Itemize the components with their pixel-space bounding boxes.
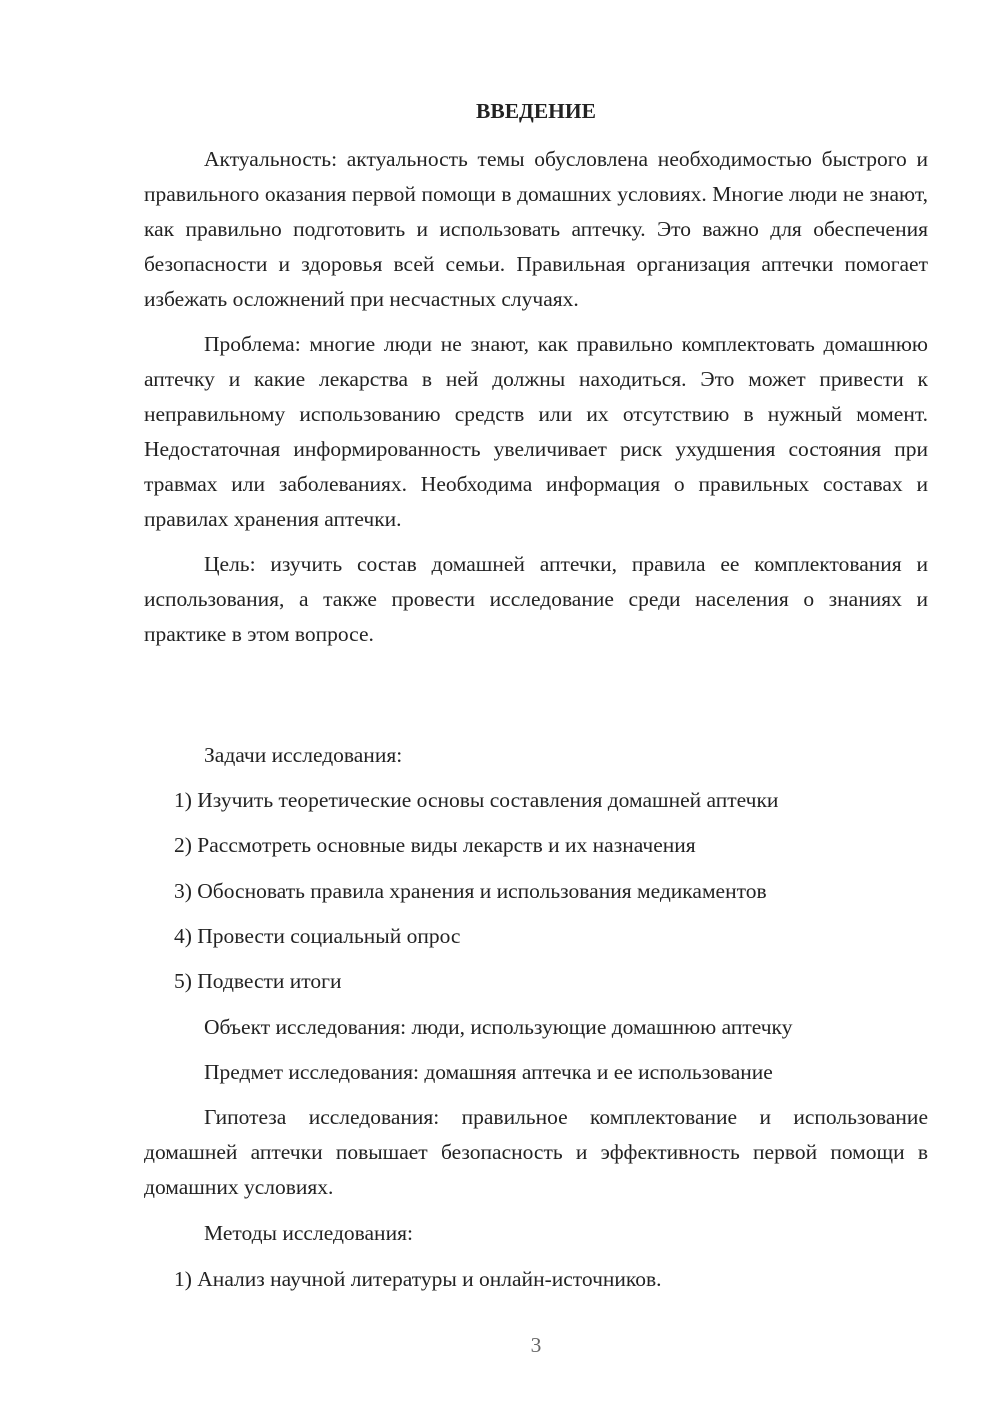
task-item: 1) Изучить теоретические основы составления домашней аптечки <box>174 788 779 812</box>
task-item: 5) Подвести итоги <box>174 969 342 993</box>
page-number: 3 <box>530 1333 542 1357</box>
task-item: 4) Провести социальный опрос <box>174 924 461 948</box>
hypothesis-block <box>144 1100 928 1205</box>
relevance-paragraph: Актуальность: актуальность темы обусловлена необходимостью быстрого и правильного оказания первой помощи в домашних условиях. Многие люди не знают, как правильно подготовить и использовать аптечку. Это важно для обеспечения безопасности и здоровья всей семьи. Правильная организация аптечки помогает избежать осложнений при несчастных случаях. <box>144 147 928 311</box>
intro-paragraphs <box>144 142 928 652</box>
problem-paragraph: Проблема: многие люди не знают, как правильно комплектовать домашнюю аптечку и какие лекарства в ней должны находиться. Это может привести к неправильному использованию средств или их отсутствию в нужный момент. Недостаточная информированность увеличивает риск ухудшения состояния при травмах или заболеваниях. Необходима информация о правильных составах и правилах хранения аптечки. <box>144 332 928 531</box>
task-item: 3) Обосновать правила хранения и использования медикаментов <box>174 879 767 903</box>
method-item: 1) Анализ научной литературы и онлайн-источников. <box>174 1267 662 1291</box>
goal-paragraph: Цель: изучить состав домашней аптечки, правила ее комплектования и использования, а также провести исследование среди населения о знаниях и практике в этом вопросе. <box>144 552 928 646</box>
task-item: 2) Рассмотреть основные виды лекарств и их назначения <box>174 833 696 857</box>
object-line: Объект исследования: люди, использующие домашнюю аптечку <box>204 1015 793 1039</box>
methods-heading: Методы исследования: <box>204 1221 413 1245</box>
hypothesis-paragraph: Гипотеза исследования: правильное комплектование и использование домашней аптечки повышает безопасность и эффективность первой помощи в домашних условиях. <box>144 1105 928 1199</box>
subject-line: Предмет исследования: домашняя аптечка и ее использование <box>204 1060 773 1084</box>
page-title: ВВЕДЕНИЕ <box>476 99 596 123</box>
tasks-heading: Задачи исследования: <box>204 743 403 767</box>
